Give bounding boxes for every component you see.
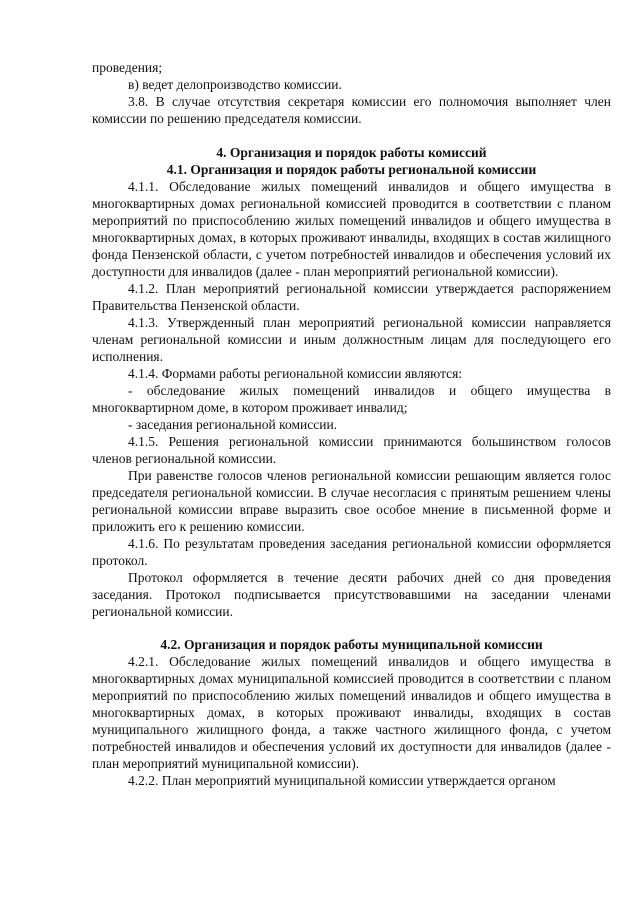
- list-item: в) ведет делопроизводство комиссии.: [128, 77, 342, 92]
- text-line: проведения;: [92, 60, 163, 75]
- paragraph: 4.1.6. По результатам проведения заседания региональной комиссии оформляется протокол.: [92, 536, 611, 568]
- paragraph: При равенстве голосов членов региональной комиссии решающим является голос председателя региональной комиссии. В случае несогласия с принятым решением члены региональной комиссии вправе выразить свое особое мнение в письменной форме и приложить его к решению комиссии.: [92, 468, 611, 534]
- paragraph: 4.1.5. Решения региональной комиссии принимаются большинством голосов членов региональной комиссии.: [92, 434, 611, 466]
- paragraph: Протокол оформляется в течение десяти рабочих дней со дня проведения заседания. Протокол подписывается присутствовавшими на заседании членами региональной комиссии.: [92, 570, 611, 619]
- paragraph: 4.1.2. План мероприятий региональной комиссии утверждается распоряжением Правительства Пензенской области.: [92, 281, 611, 313]
- paragraph: 4.2.1. Обследование жилых помещений инвалидов и общего имущества в многоквартирных домах муниципальной комиссией проводится в соответствии с планом мероприятий по приспособлению жилых помещений инвалидов и общего имущества в многоквартирных домах, в которых проживают инвалиды, входящих в состав муниципального жилищного фонда, а также частного жилищного фонда, с учетом потребностей инвалидов и обеспечения условий их доступности для инвалидов (далее - план мероприятий муниципальной комиссии).: [92, 654, 611, 771]
- paragraph: 3.8. В случае отсутствия секретаря комиссии его полномочия выполняет член комиссии по решению председателя комиссии.: [92, 94, 611, 126]
- list-item: - заседания региональной комиссии.: [128, 417, 338, 432]
- section-heading: 4. Организация и порядок работы комиссий: [216, 145, 487, 160]
- subsection-heading: 4.1. Организация и порядок работы региональной комиссии: [166, 162, 537, 177]
- document-page: [92, 59, 611, 789]
- paragraph: 4.1.1. Обследование жилых помещений инвалидов и общего имущества в многоквартирных домах региональной комиссией проводится в соответствии с планом мероприятий по приспособлению жилых помещений инвалидов и общего имущества в многоквартирных домах, в которых проживают инвалиды, входящих в состав жилищного фонда Пензенской области, с учетом потребностей инвалидов и обеспечения условий их доступности для инвалидов (далее - план мероприятий региональной комиссии).: [92, 179, 611, 279]
- paragraph: 4.2.2. План мероприятий муниципальной комиссии утверждается органом: [128, 773, 556, 788]
- paragraph: 4.1.4. Формами работы региональной комиссии являются:: [128, 366, 463, 381]
- list-item: - обследование жилых помещений инвалидов и общего имущества в многоквартирном доме, в котором проживает инвалид;: [92, 383, 611, 415]
- paragraph: 4.1.3. Утвержденный план мероприятий региональной комиссии направляется членам региональной комиссии и иным должностным лицам для последующего его исполнения.: [92, 315, 611, 364]
- subsection-heading: 4.2. Организация и порядок работы муниципальной комиссии: [160, 637, 543, 652]
